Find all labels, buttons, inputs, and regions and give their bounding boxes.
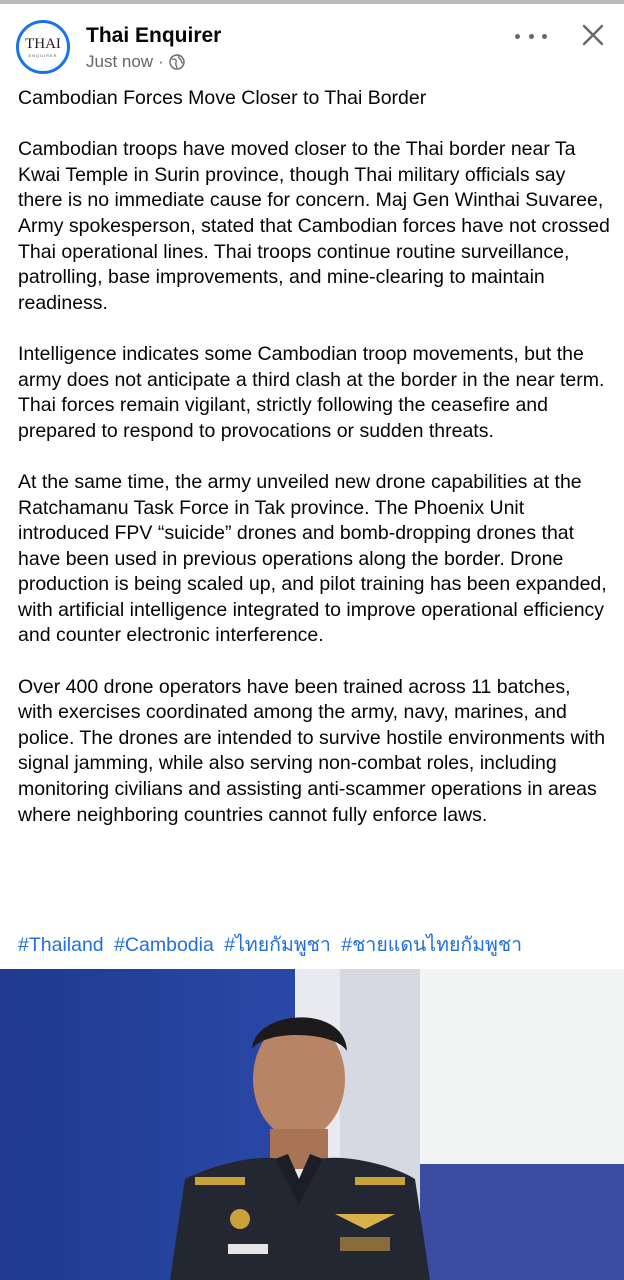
- hashtag-link[interactable]: #ไทยกัมพูชา: [224, 934, 331, 956]
- more-options-icon[interactable]: [515, 24, 547, 48]
- page-name[interactable]: Thai Enquirer: [86, 24, 222, 47]
- post-title: Cambodian Forces Move Closer to Thai Border: [18, 87, 427, 109]
- avatar-logo-text: THAI: [25, 35, 61, 52]
- post-body: [18, 86, 610, 854]
- post-photo[interactable]: [0, 969, 624, 1280]
- avatar-logo-subtext: ENQUIRER: [28, 52, 58, 58]
- post-paragraph: Over 400 drone operators have been trained across 11 batches, with exercises coordinated among the army, navy, marines, and police. The drones are intended to survive hostile environments with signal jamming, while also serving non-combat roles, including monitoring civilians and assisting anti-scammer operations in areas where neighboring countries cannot fully enforce laws.: [18, 675, 606, 826]
- hashtag-row: [18, 932, 527, 958]
- avatar[interactable]: [16, 20, 70, 74]
- hashtag-link[interactable]: #Cambodia: [114, 934, 214, 956]
- hashtag-link[interactable]: #Thailand: [18, 934, 104, 956]
- globe-icon: [169, 54, 185, 70]
- post-meta: [86, 52, 185, 72]
- post-paragraph: Cambodian troops have moved closer to the Thai border near Ta Kwai Temple in Surin province, though Thai military officials say there is no immediate cause for concern. Maj Gen Winthai Suvaree, Army spokesperson, stated that Cambodian forces have not crossed Thai operational lines. Thai troops continue routine surveillance, patrolling, base improvements, and mine-clearing to maintain readiness.: [18, 138, 610, 314]
- timestamp[interactable]: Just now: [86, 52, 154, 71]
- meta-separator: ·: [158, 52, 164, 71]
- post-paragraph: Intelligence indicates some Cambodian troop movements, but the army does not anticipate a third clash at the border in the near term. Thai forces remain vigilant, strictly following the ceasefire and prepared to respond to provocations or sudden threats.: [18, 342, 605, 442]
- close-icon[interactable]: [578, 20, 608, 50]
- hashtag-link[interactable]: #ชายแดนไทยกัมพูชา: [341, 934, 523, 956]
- post-header: [0, 4, 624, 84]
- post-paragraph: At the same time, the army unveiled new drone capabilities at the Ratchamanu Task Force in Tak province. The Phoenix Unit introduced FPV “suicide” drones and bomb-dropping drones that have been used in previous operations along the border. Drone production is being scaled up, and pilot training has been expanded, with artificial intelligence integrated to improve operational efficiency and counter electronic interference.: [18, 470, 607, 647]
